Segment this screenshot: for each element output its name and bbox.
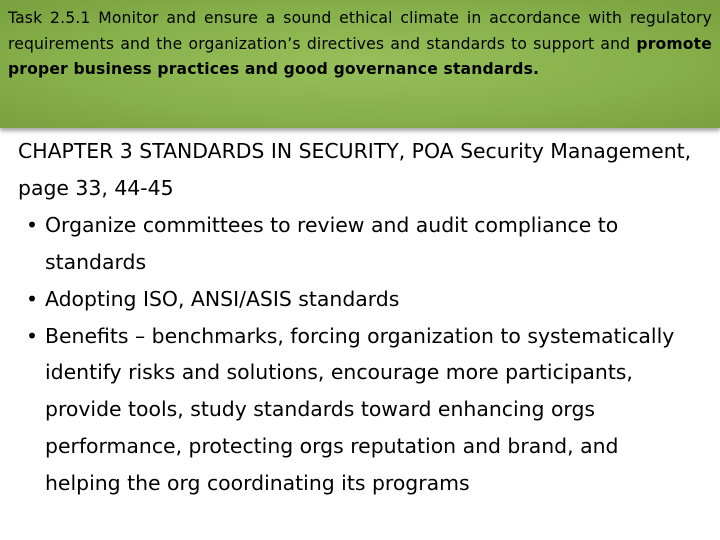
bullet-text: Organize committees to review and audit compliance to standards [45,212,619,274]
bullet-icon: • [26,286,39,311]
bullet-icon: • [26,212,39,237]
bullet-icon: • [26,323,39,348]
title-text: Task 2.5.1 Monitor and ensure a sound ethical climate in accordance with regulatory requirements and the organization’s directives and standards to support and [8,9,712,53]
bullet-item [18,281,698,318]
slide-title-banner [0,0,720,128]
slide-body [18,133,698,502]
bullet-list [18,207,698,502]
bullet-item [18,207,698,281]
chapter-reference: CHAPTER 3 STANDARDS IN SECURITY, POA Security Management, page 33, 44-45 [18,139,692,200]
title-bold-text: promote proper business practices and good governance standards. [8,34,712,79]
bullet-item [18,318,698,503]
bullet-text: Benefits – benchmarks, forcing organization to systematically identify risks and solutions, encourage more participants, provide tools, study standards toward enhancing orgs performance, protecting orgs reputation and brand, and helping the org coordinating its programs [45,323,675,496]
bullet-text: Adopting ISO, ANSI/ASIS standards [45,286,400,311]
